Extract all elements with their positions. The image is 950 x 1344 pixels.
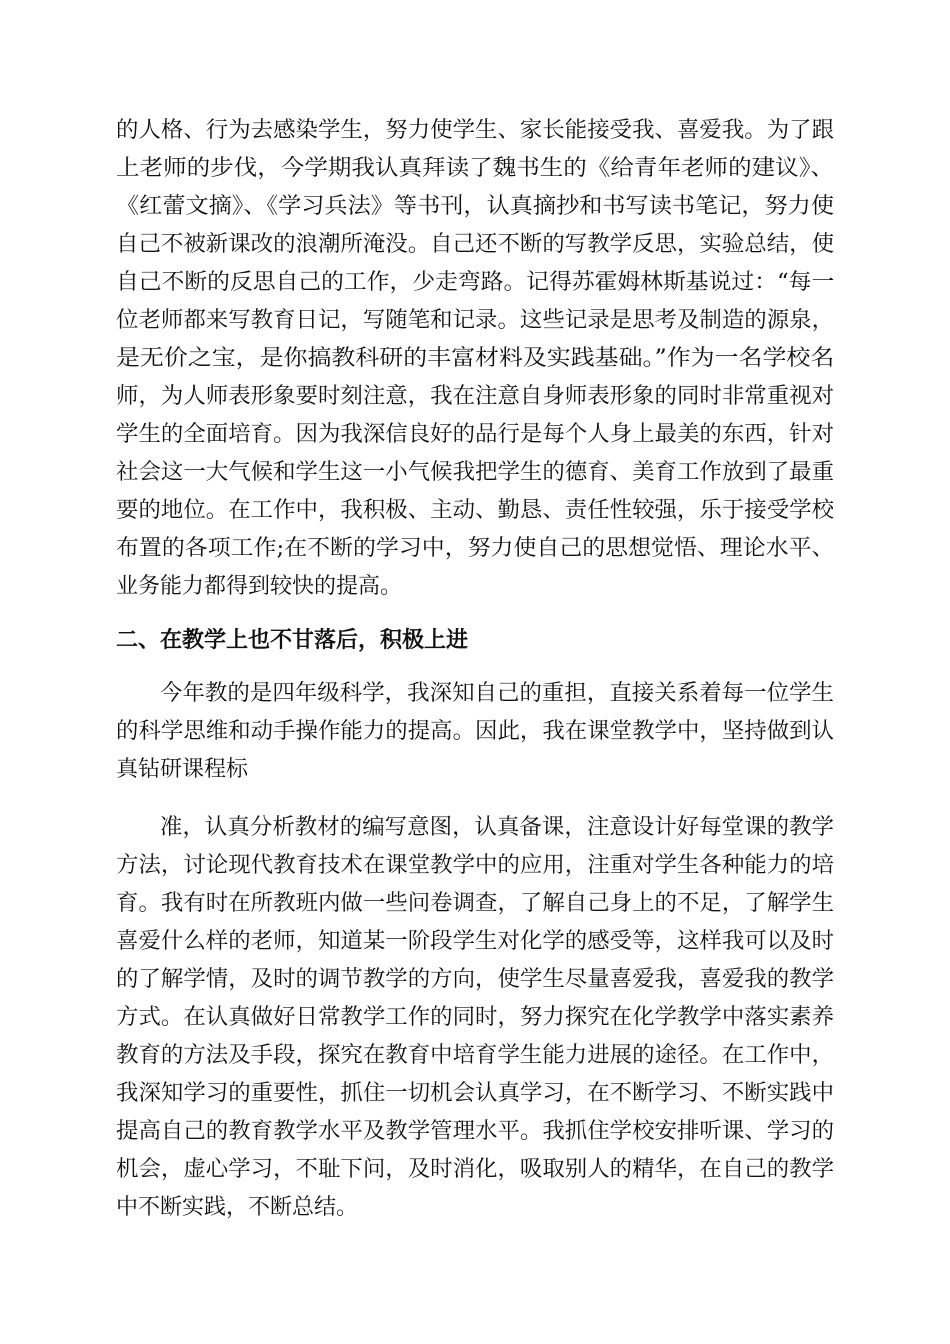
paragraph-line: 《红蕾文摘》、《学习兵法》等书刊，认真摘抄和书写读书笔记，努力使 [116, 194, 835, 219]
paragraph-line: 是无价之宝，是你搞教科研的丰富材料及实践基础。”作为一名学校名 [116, 346, 835, 371]
paragraph-line: 中不断实践，不断总结。 [116, 1195, 359, 1220]
paragraph-line: 学生的全面培育。因为我深信良好的品行是每个人身上最美的东西，针对 [116, 422, 835, 447]
paragraph-line: 教育的方法及手段，探究在教育中培育学生能力进展的途径。在工作中， [116, 1043, 835, 1068]
paragraph-line: 要的地位。在工作中，我积极、主动、勤恳、责任性较强，乐于接受学校 [116, 498, 835, 523]
paragraph-line: 我深知学习的重要性，抓住一切机会认真学习，在不断学习、不断实践中 [116, 1081, 835, 1106]
paragraph-line: 育。我有时在所教班内做一些问卷调查，了解自己身上的不足，了解学生 [116, 891, 835, 916]
paragraph-line: 真钻研课程标 [116, 757, 249, 782]
paragraph-line: 师，为人师表形象要时刻注意，我在注意自身师表形象的同时非常重视对 [116, 384, 835, 409]
paragraph-line: 今年教的是四年级科学，我深知自己的重担，直接关系着每一位学生 [160, 681, 835, 706]
paragraph-line: 上老师的步伐，今学期我认真拜读了魏书生的《给青年老师的建议》、 [116, 156, 835, 181]
paragraph-line: 方法，讨论现代教育技术在课堂教学中的应用，注重对学生各种能力的培 [116, 853, 835, 878]
paragraph-line: 的人格、行为去感染学生，努力使学生、家长能接受我、喜爱我。为了跟 [116, 118, 835, 143]
paragraph-line: 提高自己的教育教学水平及教学管理水平。我抓住学校安排听课、学习的 [116, 1119, 835, 1144]
paragraph-line: 自己不断的反思自己的工作，少走弯路。记得苏霍姆林斯基说过：“每一 [116, 270, 835, 295]
paragraph-line: 准，认真分析教材的编写意图，认真备课，注意设计好每堂课的教学 [160, 815, 835, 840]
paragraph-line: 自己不被新课改的浪潮所淹没。自己还不断的写教学反思，实验总结，使 [116, 232, 835, 257]
paragraph-line: 布置的各项工作;在不断的学习中，努力使自己的思想觉悟、理论水平、 [116, 536, 835, 561]
paragraph-line: 方式。在认真做好日常教学工作的同时，努力探究在化学教学中落实素养 [116, 1005, 835, 1030]
section-heading: 二、在教学上也不甘落后，积极上进 [116, 628, 469, 653]
paragraph-line: 的了解学情，及时的调节教学的方向，使学生尽量喜爱我，喜爱我的教学 [116, 967, 835, 992]
paragraph-line: 社会这一大气候和学生这一小气候我把学生的德育、美育工作放到了最重 [116, 460, 835, 485]
paragraph-line: 业务能力都得到较快的提高。 [116, 574, 403, 599]
paragraph-line: 位老师都来写教育日记，写随笔和记录。这些记录是思考及制造的源泉， [116, 308, 835, 333]
paragraph-line: 机会，虚心学习，不耻下问，及时消化，吸取别人的精华，在自己的教学 [116, 1157, 835, 1182]
paragraph-line: 喜爱什么样的老师，知道某一阶段学生对化学的感受等，这样我可以及时 [116, 929, 835, 954]
paragraph-line: 的科学思维和动手操作能力的提高。因此，我在课堂教学中，坚持做到认 [116, 719, 835, 744]
